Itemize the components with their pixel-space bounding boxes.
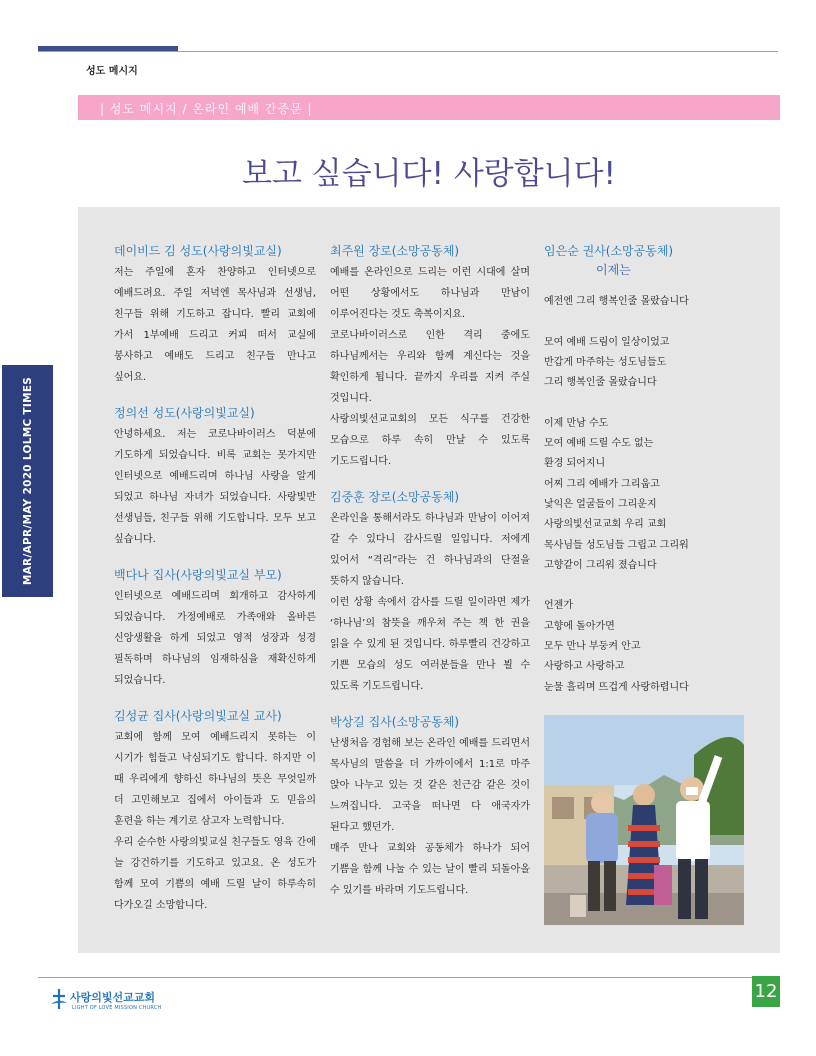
testimony-author: 최주원 장로(소망공동체) (330, 244, 460, 258)
poem-title: 이제는 (596, 263, 631, 277)
header-divider (38, 51, 778, 52)
footer-divider (38, 977, 778, 978)
poem-line: 모두 만나 부둥켜 안고 (544, 641, 641, 653)
testimony-author: 김성균 집사(사랑의빛교실 교사) (114, 709, 282, 723)
church-name-english: LIGHT OF LOVE MISSION CHURCH (72, 1005, 162, 1011)
poem-line: 사랑의빛선교교회 우리 교회 (544, 519, 667, 531)
page-number: 12 (752, 976, 780, 1007)
column-2 (330, 243, 530, 918)
poem-line: 눈물 흘리며 뜨겁게 사랑하렵니다 (544, 681, 689, 693)
section-banner (78, 95, 780, 120)
testimony-entry (114, 243, 316, 388)
section-banner-text: | 성도 메시지 / 온라인 예배 간증문 | (100, 102, 313, 116)
testimony-author: 박상길 집사(소망공동체) (330, 715, 460, 729)
testimony-panel (78, 207, 780, 953)
issue-label: MAR/APR/MAY 2020 LOLMC TIMES (21, 376, 34, 586)
testimony-entry (330, 489, 530, 697)
testimony-author: 백다나 집사(사랑의빛교실 부모) (114, 568, 282, 582)
poem-line (544, 576, 744, 596)
testimony-text: 예배를 온라인으로 드리는 이런 시대에 살며 어떤 상황에서도 하나님과 만남이 이루어진다는 것도 축복이지요. (330, 267, 530, 320)
poem-line: 예전엔 그리 행복인줄 몰랐습니다 (544, 296, 689, 307)
testimony-entry (114, 405, 316, 550)
members-photo (544, 715, 744, 925)
poem-line: 낯익은 얼굴들이 그리운지 (544, 498, 657, 510)
members-photo-image (544, 715, 744, 925)
poem-line: 목사님들 성도님들 그립고 그리워 (544, 539, 689, 551)
church-logo (50, 987, 180, 1017)
poem-line: 언젠가 (544, 600, 573, 612)
dove-cross-icon (50, 989, 68, 1011)
poem-line: 고향같이 그리워 졌습니다 (544, 559, 657, 571)
testimony-author: 데이비드 김 성도(사랑의빛교실) (114, 244, 282, 258)
testimony-text: 안녕하세요. 저는 코로나바이러스 덕분에 기도하게 되었습니다. 비록 교회는 못가지만 인터넷으로 예배드리며 하나님 사랑을 알게 되었고 하나님 자녀가 되었습니다. 사랑빛반 선생님들, 친구들 위해 기도합니다. 모두 보고 싶습니다. (114, 429, 316, 545)
church-name: 사랑의빛선교교회 (70, 991, 156, 1004)
testimony-text: 온라인을 통해서라도 하나님과 만남이 이어져 갈 수 있다니 감사드릴 일입니다. 저에게 있어서 “격리”라는 건 하나님과의 단절을 뜻하지 않습니다. (330, 513, 530, 587)
poem-line (544, 393, 744, 413)
testimony-text: 우리 순수한 사랑의빛교실 친구들도 영육 간에 늘 강건하기를 기도하고 있고요. 온 성도가 함께 모여 기쁨의 예배 드릴 날이 하루속히 다가오길 소망합니다. (114, 837, 316, 911)
page-title: 보고 싶습니다! 사랑합니다! (242, 156, 616, 192)
issue-sidebar (2, 365, 53, 597)
poem-line: 모여 예배 드릴 수도 없는 (544, 438, 654, 450)
poem-line: 고향에 돌아가면 (544, 620, 615, 632)
testimony-text: 인터넷으로 예배드리며 회개하고 감사하게 되었습니다. 가정예배로 가족애와 올바른 신앙생활을 하게 되었고 영적 성장과 성경 필독하며 하나님의 임재하심을 재확신하게 되었습니다. (114, 591, 316, 686)
poem-line: 사랑하고 사랑하고 (544, 661, 625, 673)
testimony-entry (114, 708, 316, 916)
poem-line: 이제 만남 수도 (544, 417, 609, 429)
poem-author: 임은순 권사(소망공동체) (544, 244, 674, 258)
poem-line (544, 312, 744, 332)
testimony-text: 이런 상황 속에서 감사를 드릴 일이라면 제가 ‘하나님’의 참뜻을 깨우쳐 주는 책 한 권을 읽을 수 있게 된 것입니다. 하루빨리 건강하고 기쁜 모습의 성도 여러분들을 만나 뵐 수 있도록 기도드립니다. (330, 597, 530, 692)
poem-line: 반갑게 마주하는 성도님들도 (544, 356, 667, 368)
poem-text (544, 292, 744, 698)
column-1 (114, 243, 316, 933)
poem-line: 환경 되어지니 (544, 458, 606, 470)
testimony-text: 사랑의빛선교교회의 모든 식구를 건강한 모습으로 하루 속히 만날 수 있도록 기도드립니다. (330, 414, 530, 467)
column-3 (544, 243, 744, 698)
testimony-text: 교회에 함께 모여 예배드리지 못하는 이 시기가 힘들고 낙심되기도 합니다. 하지만 이 때 우리에게 향하신 하나님의 뜻은 무엇일까 더 고민해보고 집에서 아이들과 도 믿음의 훈련을 하는 계기로 삼고자 노력합니다. (114, 732, 316, 827)
testimony-entry (330, 243, 530, 472)
poem-line: 모여 예배 드림이 일상이었고 (544, 336, 670, 348)
testimony-entry (114, 567, 316, 691)
poem-line: 어찌 그리 예배가 그리웁고 (544, 478, 660, 490)
testimony-author: 정의선 성도(사랑의빛교실) (114, 406, 255, 420)
testimony-text: 난생처음 경험해 보는 온라인 예배를 드리면서 목사님의 말씀을 더 가까이에서 1:1로 마주 앉아 나누고 있는 것 같은 친근감 같은 것이 느껴집니다. 고국을 떠나면 다 애국자가 된다고 했던가. (330, 738, 530, 833)
testimony-text: 저는 주일에 혼자 찬양하고 인터넷으로 예배드려요. 주일 저녁엔 목사님과 선생님, 친구들 위해 기도하고 잡니다. 빨리 교회에 가서 1부예배 드리고 커피 떠서 교실에 봉사하고 예배도 드리고 친구들 만나고 싶어요. (114, 267, 316, 383)
section-label: 성도 메시지 (86, 66, 138, 77)
poem-line: 그리 행복인줄 몰랐습니다 (544, 377, 657, 389)
testimony-author: 김중훈 장로(소망공동체) (330, 490, 460, 504)
testimony-entry (330, 714, 530, 901)
testimony-text: 코로나바이러스로 인한 격리 중에도 하나님께서는 우리와 함께 계신다는 것을 확인하게 됩니다. 끝까지 우리를 지켜 주실 것입니다. (330, 330, 530, 404)
testimony-text: 매주 만나 교회와 공동체가 하나가 되어 기쁨을 함께 나눌 수 있는 날이 빨리 되돌아올 수 있기를 바라며 기도드립니다. (330, 843, 530, 896)
